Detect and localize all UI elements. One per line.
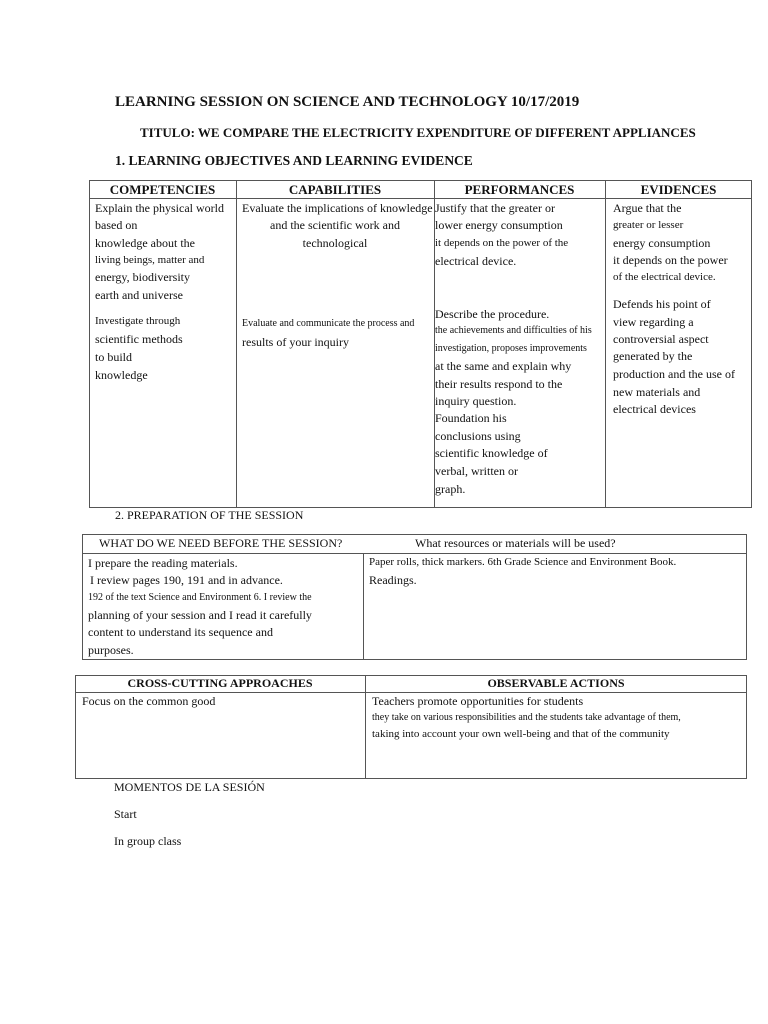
evidence-line: view regarding a bbox=[613, 315, 694, 329]
competency-line: based on bbox=[95, 218, 138, 232]
prep-need-line: I prepare the reading materials. bbox=[88, 556, 238, 570]
header-capabilities: CAPABILITIES bbox=[288, 182, 382, 197]
evidence-line: greater or lesser bbox=[613, 219, 684, 231]
prep-resource-line: Readings. bbox=[369, 573, 417, 587]
prep-need-line: purposes. bbox=[88, 643, 134, 657]
competency-line: scientific methods bbox=[95, 332, 183, 346]
evidence-line: it depends on the power bbox=[613, 253, 728, 267]
competency-line: knowledge bbox=[95, 368, 148, 382]
evidence-line: controversial aspect bbox=[613, 332, 709, 346]
capability-line: and the scientific work and bbox=[270, 218, 400, 232]
performance-line: Describe the procedure. bbox=[435, 307, 550, 321]
action-line: taking into account your own well-being and that of the community bbox=[372, 728, 670, 740]
prep-header-right: What resources or materials will be used? bbox=[415, 536, 616, 550]
competency-line: energy, biodiversity bbox=[95, 270, 190, 284]
prep-need-line: I review pages 190, 191 and in advance. bbox=[90, 573, 283, 587]
group-class-label: In group class bbox=[114, 834, 182, 848]
performance-line: conclusions using bbox=[435, 429, 521, 443]
competency-line: Explain the physical world bbox=[95, 201, 224, 215]
performance-line: investigation, proposes improvements bbox=[435, 343, 587, 354]
prep-need-line: planning of your session and I read it carefully bbox=[88, 608, 312, 622]
evidence-line: generated by the bbox=[613, 349, 693, 363]
competency-line: Investigate through bbox=[95, 315, 181, 327]
approaches-header-left: CROSS-CUTTING APPROACHES bbox=[127, 676, 313, 690]
performance-line: their results respond to the bbox=[435, 377, 563, 391]
performance-line: Justify that the greater or bbox=[435, 201, 555, 215]
prep-need-line: 192 of the text Science and Environment 6. I review the bbox=[88, 592, 312, 603]
competency-line: living beings, matter and bbox=[95, 254, 205, 266]
prep-header-left: WHAT DO WE NEED BEFORE THE SESSION? bbox=[99, 536, 343, 550]
evidence-line: production and the use of bbox=[613, 367, 735, 381]
header-competencies: COMPETENCIES bbox=[109, 182, 216, 197]
competency-line: knowledge about the bbox=[95, 236, 195, 250]
evidence-line: of the electrical device. bbox=[613, 271, 716, 283]
performance-line: inquiry question. bbox=[435, 394, 517, 408]
page-subtitle: TITULO: WE COMPARE THE ELECTRICITY EXPENDITURE OF DIFFERENT APPLIANCES bbox=[140, 125, 696, 140]
capability-line: technological bbox=[302, 236, 368, 250]
competency-line: to build bbox=[95, 350, 133, 364]
performance-line: verbal, written or bbox=[435, 464, 518, 478]
performance-line: Foundation his bbox=[435, 411, 507, 425]
approach-focus: Focus on the common good bbox=[82, 694, 216, 708]
competency-line: earth and universe bbox=[95, 288, 183, 302]
evidence-line: energy consumption bbox=[613, 236, 711, 250]
evidence-line: Defends his point of bbox=[613, 297, 711, 311]
prep-resource-line: Paper rolls, thick markers. 6th Grade Science and Environment Book. bbox=[369, 556, 677, 568]
page-title: LEARNING SESSION ON SCIENCE AND TECHNOLOGY 10/17/2019 bbox=[115, 94, 580, 110]
evidence-line: electrical devices bbox=[613, 402, 696, 416]
action-line: they take on various responsibilities and the students take advantage of them, bbox=[372, 712, 681, 723]
performance-line: scientific knowledge of bbox=[435, 446, 548, 460]
header-evidences: EVIDENCES bbox=[640, 182, 717, 197]
performance-line: at the same and explain why bbox=[435, 359, 572, 373]
action-line: Teachers promote opportunities for students bbox=[372, 694, 584, 708]
performance-line: electrical device. bbox=[435, 254, 517, 268]
section1-heading: 1. LEARNING OBJECTIVES AND LEARNING EVIDENCE bbox=[115, 153, 473, 168]
evidence-line: new materials and bbox=[613, 385, 701, 399]
performance-line: it depends on the power of the bbox=[435, 237, 569, 249]
capability-line: Evaluate the implications of knowledge bbox=[242, 201, 433, 215]
prep-need-line: content to understand its sequence and bbox=[88, 625, 273, 639]
performance-line: graph. bbox=[435, 482, 466, 496]
start-label: Start bbox=[114, 807, 137, 821]
capability-line: Evaluate and communicate the process and bbox=[242, 318, 415, 329]
evidence-line: Argue that the bbox=[613, 201, 682, 215]
performance-line: lower energy consumption bbox=[435, 218, 563, 232]
moments-heading: MOMENTOS DE LA SESIÓN bbox=[114, 780, 265, 794]
section2-heading: 2. PREPARATION OF THE SESSION bbox=[115, 508, 304, 522]
header-performances: PERFORMANCES bbox=[464, 182, 575, 197]
performance-line: the achievements and difficulties of his bbox=[435, 325, 592, 336]
approaches-header-right: OBSERVABLE ACTIONS bbox=[487, 676, 625, 690]
capability-line: results of your inquiry bbox=[242, 335, 349, 349]
